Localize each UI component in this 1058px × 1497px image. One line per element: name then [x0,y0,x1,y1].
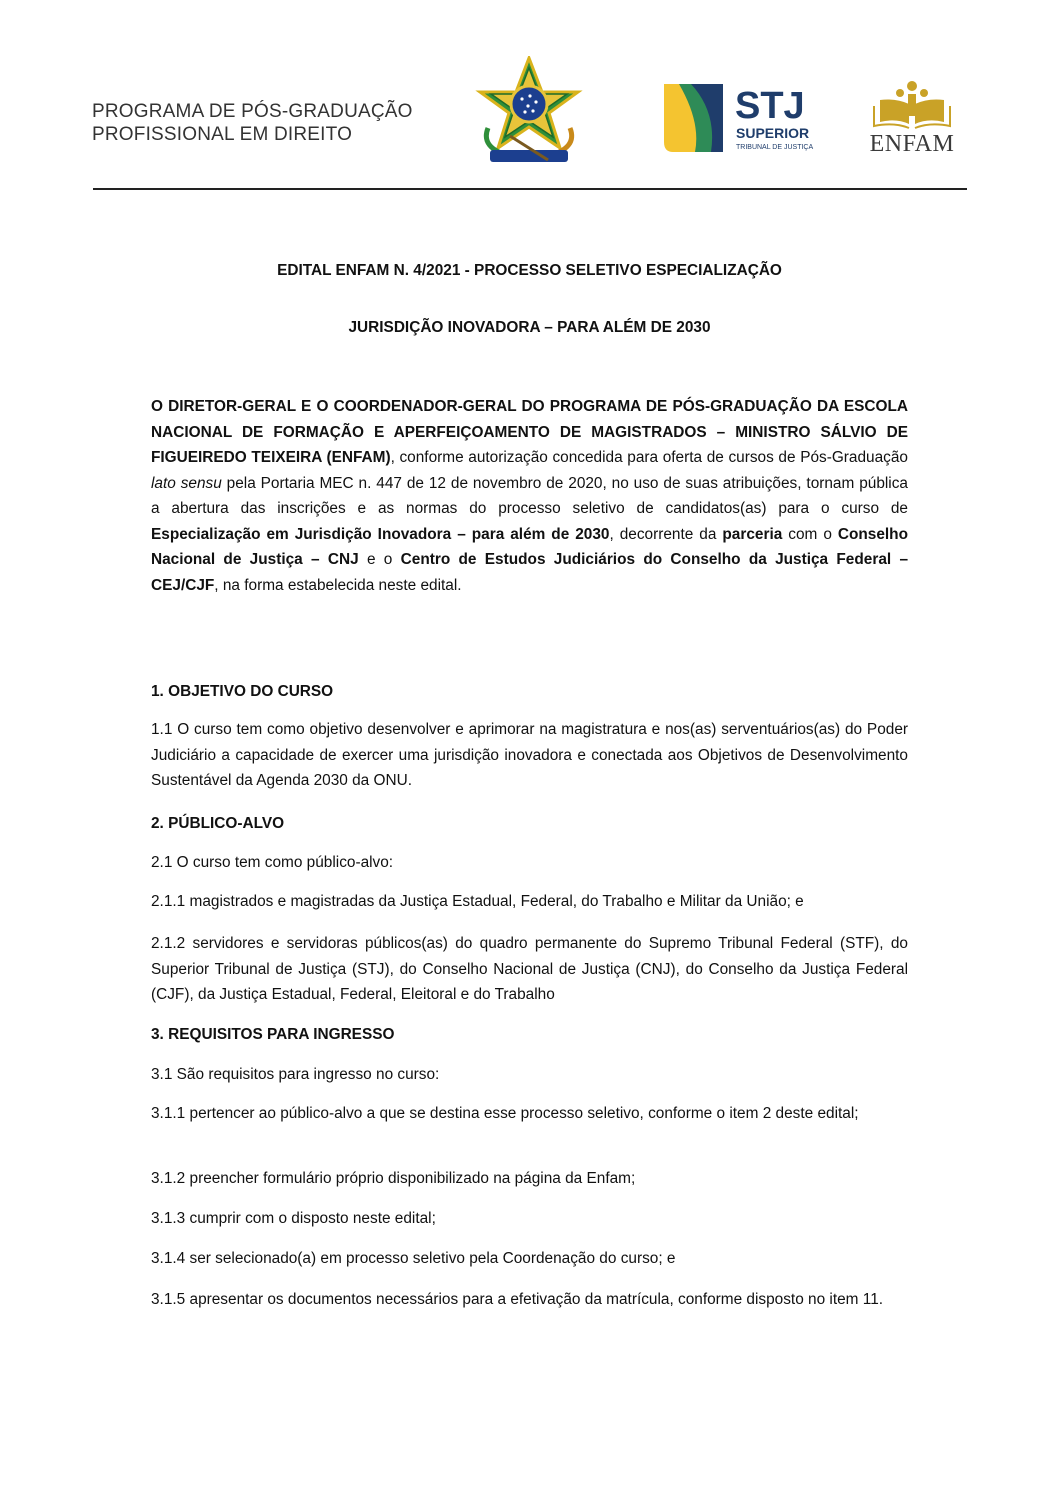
section3-paragraph-3-1: 3.1 São requisitos para ingresso no curso: [151,1066,440,1083]
section2-paragraph-2-1-1: 2.1.1 magistrados e magistradas da Justiça Estadual, Federal, do Trabalho e Militar da União; e [151,893,804,910]
section2-paragraph-2-1-2: 2.1.2 servidores e servidoras públicos(as) do quadro permanente do Supremo Tribunal Federal (STF), do Superior Tribunal de Justiça (STJ), do Conselho Nacional de Justiça (CNJ), do Conselho da Justiça Federal (CJF), da Justiça Estadual, Federal, Eleitoral e do Trabalho [151,935,908,1003]
header-divider [93,188,967,190]
stj-logo-sub1-text: SUPERIOR [736,125,810,141]
intro-cnj: Conselho Nacional de Justiça – CNJ [151,525,908,568]
program-title [92,100,452,146]
section3-heading: 3. REQUISITOS PARA INGRESSO [151,1026,395,1043]
coat-of-arms-emblem [470,56,588,166]
intro-course-name: Especialização em Jurisdição Inovadora – para além de 2030 [151,525,610,543]
intro-paragraph [151,394,908,598]
section2-heading: 2. PÚBLICO-ALVO [151,815,285,832]
intro-part2: pela Portaria MEC n. 447 de 12 de novembro de 2020, no uso de suas atribuições, tornam pública a abertura das inscrições e as normas do processo seletivo de candidatos(as) para o curso de [151,474,908,517]
intro-part4: com o [782,525,838,543]
section3-paragraph-3-1-5: 3.1.5 apresentar os documentos necessários para a efetivação da matrícula, conforme disposto no item 11. [151,1291,884,1308]
program-title-line1: PROGRAMA DE PÓS-GRADUAÇÃO [92,101,413,122]
stj-logo [661,82,841,154]
intro-cej: Centro de Estudos Judiciários do Conselho da Justiça Federal – CEJ/CJF [151,551,909,594]
document-subtitle: JURISDIÇÃO INOVADORA – PARA ALÉM DE 2030 [348,319,711,336]
intro-part5: e o [358,551,401,568]
section3-paragraph-3-1-2: 3.1.2 preencher formulário próprio disponibilizado na página da Enfam; [151,1170,636,1187]
document-title: EDITAL ENFAM N. 4/2021 - PROCESSO SELETIVO ESPECIALIZAÇÃO [277,262,782,279]
intro-part1: , conforme autorização concedida para oferta de cursos de Pós-Graduação [390,449,908,466]
intro-parceria: parceria [722,525,783,543]
intro-part6: , na forma estabelecida neste edital. [214,576,462,594]
program-title-line2: PROFISSIONAL EM DIREITO [92,124,353,145]
intro-italic: lato sensu [151,474,222,492]
page-header [0,0,1058,195]
section1-paragraph-1-1: 1.1 O curso tem como objetivo desenvolver e aprimorar na magistratura e nos(as) serventuários(as) do Poder Judiciário a capacidade de exercer uma jurisdição inovadora e conectada aos Objetivos de Desenvolvimento Sustentável da Agenda 2030 da ONU. [151,721,908,789]
intro-part3: , decorrente da [609,525,723,543]
enfam-logo-text: ENFAM [869,131,955,156]
section3-paragraph-3-1-4: 3.1.4 ser selecionado(a) em processo seletivo pela Coordenação do curso; e [151,1250,676,1267]
stj-logo-main-text: STJ [735,85,805,127]
section3-paragraph-3-1-1: 3.1.1 pertencer ao público-alvo a que se destina esse processo seletivo, conforme o item 2 deste edital; [151,1105,859,1122]
intro-bold-lead: O DIRETOR-GERAL E O COORDENADOR-GERAL DO PROGRAMA DE PÓS-GRADUAÇÃO DA ESCOLA NACIONAL DE FORMAÇÃO E APERFEIÇOAMENTO DE MAGISTRADOS – MINISTRO SÁLVIO DE FIGUEIREDO TEIXEIRA (ENFAM) [151,398,908,466]
enfam-logo [862,80,962,156]
section3-paragraph-3-1-3: 3.1.3 cumprir com o disposto neste edital; [151,1210,436,1227]
stj-logo-sub2-text: TRIBUNAL DE JUSTIÇA [736,144,814,151]
section1-heading: 1. OBJETIVO DO CURSO [151,683,334,700]
section2-paragraph-2-1: 2.1 O curso tem como público-alvo: [151,854,394,871]
